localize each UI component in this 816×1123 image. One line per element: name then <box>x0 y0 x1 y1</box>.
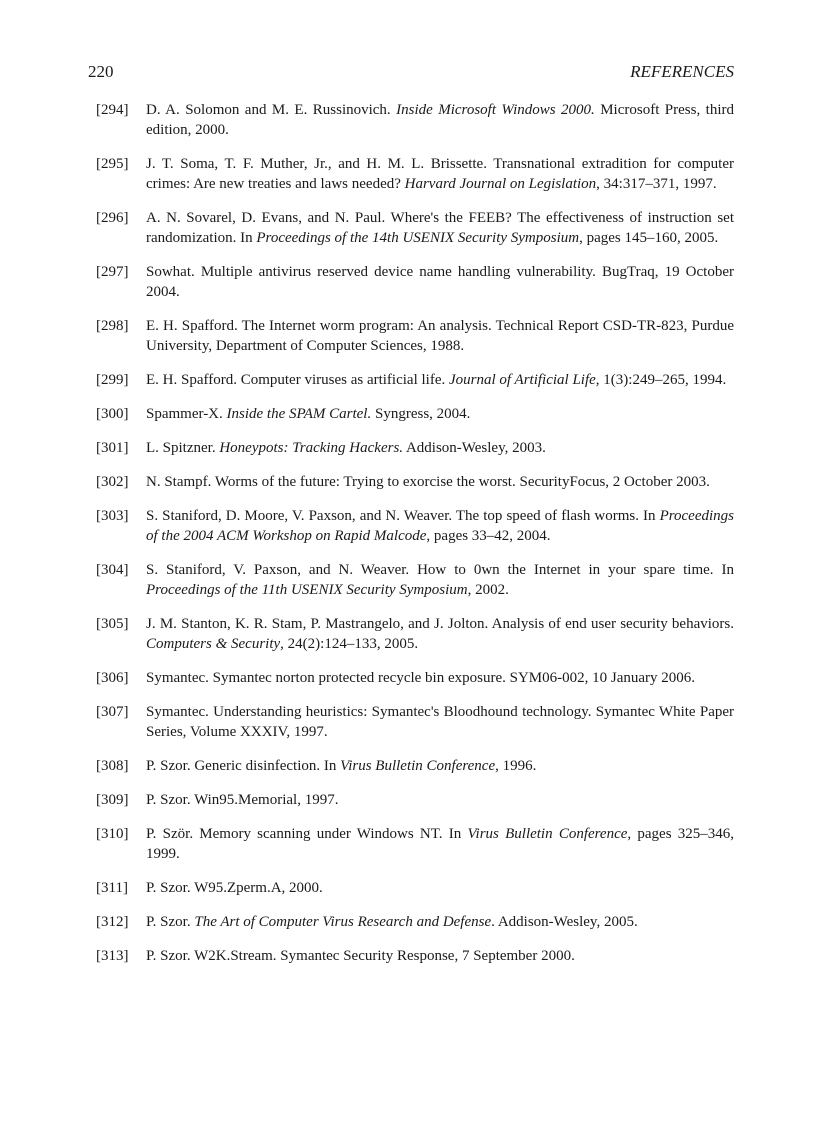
reference-label: [301] <box>96 440 129 456</box>
reference-entry <box>0 316 816 356</box>
reference-entry <box>0 154 816 194</box>
reference-entry <box>0 878 816 898</box>
reference-text <box>146 208 734 248</box>
reference-text <box>146 824 734 864</box>
reference-text-segment: Addison-Wesley, 2003. <box>403 440 546 456</box>
running-head: REFERENCES <box>630 62 734 81</box>
reference-text-segment: , pages 145–160, 2005. <box>579 230 719 246</box>
reference-label: [304] <box>96 562 129 578</box>
reference-text-segment: , pages 325–346, 1999. <box>146 826 734 862</box>
reference-text <box>146 316 734 356</box>
reference-text <box>146 472 734 492</box>
reference-label: [297] <box>96 264 129 280</box>
reference-text-segment: , 2002. <box>467 582 509 598</box>
reference-text-segment: L. Spitzner. <box>146 440 220 456</box>
reference-label: [295] <box>96 156 129 172</box>
reference-entry <box>0 404 816 424</box>
reference-title-italic: Inside the SPAM Cartel. <box>226 406 372 422</box>
reference-label: [307] <box>96 704 129 720</box>
reference-entry <box>0 560 816 600</box>
reference-text <box>146 154 734 194</box>
reference-entry <box>0 946 816 966</box>
reference-text <box>146 946 734 966</box>
reference-text <box>146 506 734 546</box>
reference-text <box>146 560 734 600</box>
reference-title-italic: Inside Microsoft Windows 2000. <box>396 102 595 118</box>
reference-label: [309] <box>96 792 129 808</box>
reference-text-segment: P. Szor. <box>146 914 195 930</box>
reference-label: [298] <box>96 318 129 334</box>
reference-text-segment: D. A. Solomon and M. E. Russinovich. <box>146 102 397 118</box>
reference-text-segment: Syngress, 2004. <box>371 406 471 422</box>
reference-title-italic: Journal of Artificial Life <box>448 372 596 388</box>
reference-label: [294] <box>96 102 129 118</box>
reference-text-segment: P. Ször. Memory scanning under Windows NT. In <box>146 826 468 842</box>
reference-label: [313] <box>96 948 129 964</box>
reference-entry <box>0 208 816 248</box>
reference-text <box>146 790 734 810</box>
reference-label: [300] <box>96 406 129 422</box>
reference-title-italic: Harvard Journal on Legislation <box>404 176 597 192</box>
reference-text <box>146 614 734 654</box>
reference-text <box>146 756 734 776</box>
reference-text <box>146 370 734 390</box>
reference-label: [310] <box>96 826 129 842</box>
reference-label: [299] <box>96 372 129 388</box>
reference-label: [305] <box>96 616 129 632</box>
reference-text <box>146 438 734 458</box>
reference-text-segment: N. Stampf. Worms of the future: Trying to exorcise the worst. SecurityFocus, 2 October 2003. <box>146 474 710 490</box>
reference-entry <box>0 756 816 776</box>
reference-label: [312] <box>96 914 129 930</box>
reference-title-italic: Computers & Security <box>146 636 281 652</box>
reference-text <box>146 668 734 688</box>
reference-text-segment: A. N. Sovarel, D. Evans, and N. Paul. Where's the FEEB? The effectiveness of instruction set randomization. In <box>146 210 734 246</box>
reference-text <box>146 702 734 742</box>
reference-title-italic: The Art of Computer Virus Research and Defense <box>194 914 492 930</box>
reference-text-segment: , 1996. <box>495 758 537 774</box>
reference-label: [308] <box>96 758 129 774</box>
reference-title-italic: Honeypots: Tracking Hackers. <box>219 440 404 456</box>
reference-text-segment: P. Szor. Generic disinfection. In <box>146 758 341 774</box>
reference-label: [303] <box>96 508 129 524</box>
reference-title-italic: Virus Bulletin Conference <box>467 826 628 842</box>
reference-title-italic: Virus Bulletin Conference <box>340 758 496 774</box>
reference-label: [302] <box>96 474 129 490</box>
reference-entry <box>0 370 816 390</box>
reference-entry <box>0 614 816 654</box>
reference-entry <box>0 668 816 688</box>
reference-title-italic: Proceedings of the 2004 ACM Workshop on Rapid Malcode <box>146 508 734 544</box>
reference-text <box>146 912 734 932</box>
reference-text-segment: P. Szor. W95.Zperm.A, 2000. <box>146 880 323 896</box>
reference-text-segment: Spammer-X. <box>146 406 227 422</box>
reference-text-segment: P. Szor. W2K.Stream. Symantec Security Response, 7 September 2000. <box>146 948 575 964</box>
reference-label: [306] <box>96 670 129 686</box>
reference-text <box>146 262 734 302</box>
reference-entry <box>0 262 816 302</box>
reference-text <box>146 404 734 424</box>
reference-entry <box>0 824 816 864</box>
reference-text-segment: J. M. Stanton, K. R. Stam, P. Mastrangelo, and J. Jolton. Analysis of end user security behaviors. <box>146 616 734 632</box>
reference-label: [296] <box>96 210 129 226</box>
reference-title-italic: Proceedings of the 14th USENIX Security Symposium <box>256 230 580 246</box>
reference-text-segment: Symantec. Understanding heuristics: Symantec's Bloodhound technology. Symantec White Paper Series, Volume XXXIV, 1997. <box>146 704 734 740</box>
reference-label: [311] <box>96 880 128 896</box>
reference-title-italic: Proceedings of the 11th USENIX Security Symposium <box>146 582 468 598</box>
reference-entry <box>0 472 816 492</box>
reference-text-segment: S. Staniford, V. Paxson, and N. Weaver. How to 0wn the Internet in your spare time. In <box>146 562 734 578</box>
reference-text-segment: E. H. Spafford. The Internet worm program: An analysis. Technical Report CSD-TR-823, Purdue University, Department of Computer Sciences, 1988. <box>146 318 734 354</box>
reference-text-segment: P. Szor. Win95.Memorial, 1997. <box>146 792 339 808</box>
reference-text-segment: J. T. Soma, T. F. Muther, Jr., and H. M. L. Brissette. Transnational extradition for computer crimes: Are new treaties and laws needed? <box>146 156 734 192</box>
reference-text-segment: , 24(2):124–133, 2005. <box>280 636 419 652</box>
reference-text-segment: Symantec. Symantec norton protected recycle bin exposure. SYM06-002, 10 January 2006. <box>146 670 696 686</box>
reference-entry <box>0 506 816 546</box>
reference-text-segment: , pages 33–42, 2004. <box>426 528 551 544</box>
reference-text <box>146 100 734 140</box>
reference-text-segment: , 1(3):249–265, 1994. <box>595 372 727 388</box>
reference-text-segment: Microsoft Press, third edition, 2000. <box>146 102 734 138</box>
page-number: 220 <box>88 62 114 81</box>
reference-entry <box>0 912 816 932</box>
reference-text-segment: Sowhat. Multiple antivirus reserved device name handling vulnerability. BugTraq, 19 October 2004. <box>146 264 734 300</box>
reference-text-segment: S. Staniford, D. Moore, V. Paxson, and N. Weaver. The top speed of flash worms. In <box>146 508 660 524</box>
reference-text-segment: . Addison-Wesley, 2005. <box>491 914 638 930</box>
reference-entry <box>0 790 816 810</box>
reference-list <box>0 100 816 980</box>
reference-entry <box>0 100 816 140</box>
reference-text-segment: E. H. Spafford. Computer viruses as artificial life. <box>146 372 449 388</box>
reference-entry <box>0 702 816 742</box>
reference-text <box>146 878 734 898</box>
reference-entry <box>0 438 816 458</box>
reference-text-segment: , 34:317–371, 1997. <box>596 176 717 192</box>
